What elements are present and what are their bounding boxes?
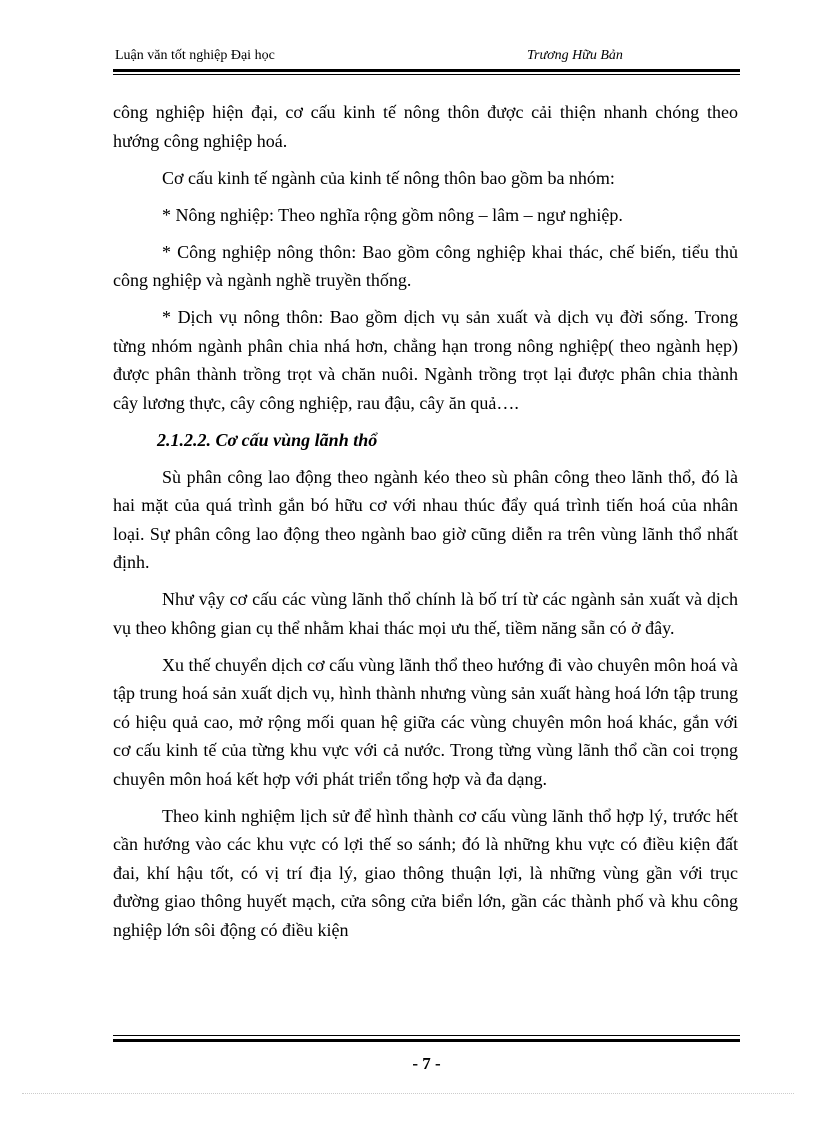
paragraph: * Dịch vụ nông thôn: Bao gồm dịch vụ sản xuất và dịch vụ đời sống. Trong từng nhóm ngành phân chia nhá hơn, chẳng hạn trong nông nghiệp( theo ngành hẹp) được phân thành trồng trọt và chăn nuôi. Ngành trồng trọt lại được phân chia thành cây lương thực, cây công nghiệp, rau đậu, cây ăn quả…. xyxy=(113,307,738,413)
paragraph: * Công nghiệp nông thôn: Bao gồm công nghiệp khai thác, chế biến, tiểu thủ công nghiệp và ngành nghề truyền thống. xyxy=(113,241,738,290)
header-rule-thick xyxy=(113,69,740,72)
footer-rule-thin xyxy=(113,1035,740,1036)
paragraph: Như vậy cơ cấu các vùng lãnh thổ chính là bố trí từ các ngành sản xuất và dịch vụ theo không gian cụ thể nhằm khai thác mọi ưu thế, tiềm năng sẵn có ở đây. xyxy=(113,589,738,638)
paragraph: Cơ cấu kinh tế ngành của kinh tế nông thôn bao gồm ba nhóm: xyxy=(162,167,615,188)
page-break-line xyxy=(22,1093,794,1094)
paragraph: Xu thế chuyển dịch cơ cấu vùng lãnh thổ theo hướng đi vào chuyên môn hoá và tập trung hoá sản xuất dịch vụ, hình thành nhưng vùng sản xuất hàng hoá lớn tập trung có hiệu quả cao, mở rộng mối quan hệ giữa các vùng chuyên môn hoá khác, gắn với cơ cấu kinh tế của từng khu vực với cả nước. Trong từng vùng lãnh thổ cần coi trọng chuyên môn hoá kết hợp với phát triển tổng hợp và đa dạng. xyxy=(113,654,738,789)
paragraph: Theo kinh nghiệm lịch sử để hình thành cơ cấu vùng lãnh thổ hợp lý, trước hết cần hướng vào các khu vực có lợi thế so sánh; đó là những khu vực có điều kiện đất đai, khí hậu tốt, có vị trí địa lý, giao thông thuận lợi, là những vùng gần với trục đường giao thông huyết mạch, cửa sông cửa biển lớn, gần các thành phố và khu công nghiệp lớn sôi động có điều kiện xyxy=(113,805,738,940)
header-rule-thin xyxy=(113,74,740,75)
header-thesis-title: Luận văn tốt nghiệp Đại học xyxy=(115,48,275,63)
section-heading: 2.1.2.2. Cơ cấu vùng lãnh thổ xyxy=(157,429,378,450)
paragraph: Sù phân công lao động theo ngành kéo theo sù phân công theo lãnh thổ, đó là hai mặt của quá trình gắn bó hữu cơ với nhau thúc đẩy quá trình tiến hoá của nhân loại. Sự phân công lao động theo ngành bao giờ cũng diễn ra trên vùng lãnh thổ nhất định. xyxy=(113,466,738,572)
paragraph: công nghiệp hiện đại, cơ cấu kinh tế nông thôn được cải thiện nhanh chóng theo hướng công nghiệp hoá. xyxy=(113,102,738,151)
page-header xyxy=(113,46,740,66)
footer-rule-thick xyxy=(113,1039,740,1042)
paragraph: * Nông nghiệp: Theo nghĩa rộng gồm nông – lâm – ngư nghiệp. xyxy=(162,204,623,225)
page-number: - 7 - xyxy=(412,1054,441,1073)
header-author: Trương Hữu Bản xyxy=(527,48,623,63)
page-body xyxy=(113,98,738,953)
